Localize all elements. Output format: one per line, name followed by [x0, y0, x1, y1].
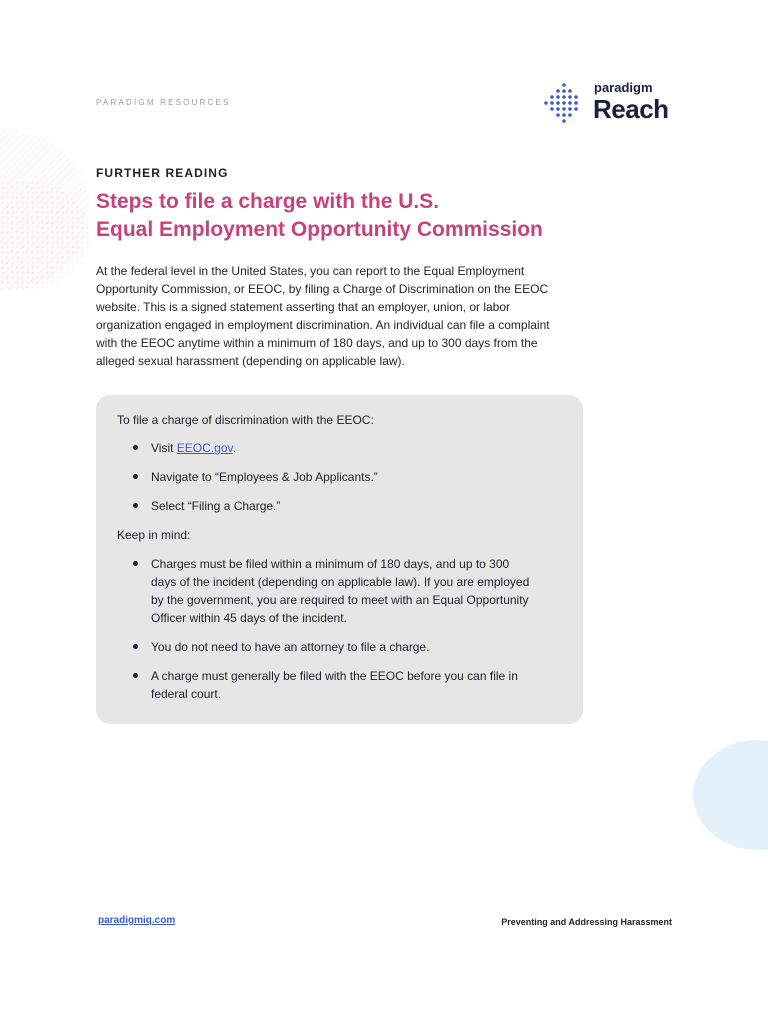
title-line-2: Equal Employment Opportunity Commission: [96, 218, 543, 241]
logo-wordmark-big: Reach: [593, 94, 669, 124]
list-item: [117, 667, 537, 703]
bullet-icon: [133, 673, 138, 678]
eeoc-link[interactable]: EEOC.gov: [176, 441, 233, 455]
steps-list: [117, 439, 537, 526]
logo-dots-icon: [543, 80, 583, 126]
list-item: [117, 497, 537, 515]
visit-suffix: .: [232, 441, 236, 455]
list-item: [117, 439, 537, 457]
list-item: [117, 555, 537, 627]
step-navigate: Navigate to “Employees & Job Applicants.”: [151, 470, 378, 484]
card-lead-text: To file a charge of discrimination with the EEOC:: [117, 413, 374, 427]
note-text: Charges must be filed within a minimum of 180 days, and up to 300 days of the incident (depending on applicable law). If you are employed by the government, you are required to meet with an Equal Opportunity Officer within 45 days of the incident.: [151, 557, 530, 625]
intro-paragraph: At the federal level in the United States, you can report to the Equal Employment Opportunity Commission, or EEOC, by filing a Charge of Discrimination on the EEOC website. This is a signed statement asserting that an employer, union, or labor organization engaged in employment discrimination. An individual can file a complaint with the EEOC anytime within a minimum of 180 days, and up to 300 days from the alleged sexual harassment (depending on applicable law).: [96, 264, 550, 368]
page-title: [96, 188, 656, 244]
list-item: [117, 468, 537, 486]
paradigm-reach-logo[interactable]: [543, 80, 683, 128]
logo-wordmark-small: paradigm: [594, 80, 653, 95]
keep-in-mind-label: Keep in mind:: [117, 528, 191, 542]
bullet-icon: [133, 503, 138, 508]
resources-label: PARADIGM RESOURCES: [96, 98, 231, 107]
notes-list: [117, 555, 537, 714]
footer-document-title: Preventing and Addressing Harassment: [501, 917, 672, 927]
footer-website-link[interactable]: paradigmiq.com: [98, 915, 176, 926]
steps-card: [96, 395, 583, 724]
list-item: [117, 638, 537, 656]
bullet-icon: [133, 644, 138, 649]
step-select: Select “Filing a Charge.”: [151, 499, 281, 513]
title-line-1: Steps to file a charge with the U.S.: [96, 190, 440, 213]
visit-prefix: Visit: [151, 441, 177, 455]
bullet-icon: [133, 561, 138, 566]
bullet-icon: [133, 474, 138, 479]
note-text: You do not need to have an attorney to file a charge.: [151, 640, 430, 654]
note-text: A charge must generally be filed with the EEOC before you can file in federal court.: [151, 669, 518, 701]
section-eyebrow: FURTHER READING: [96, 166, 229, 180]
decorative-blue-circle: [693, 740, 768, 850]
bullet-icon: [133, 445, 138, 450]
